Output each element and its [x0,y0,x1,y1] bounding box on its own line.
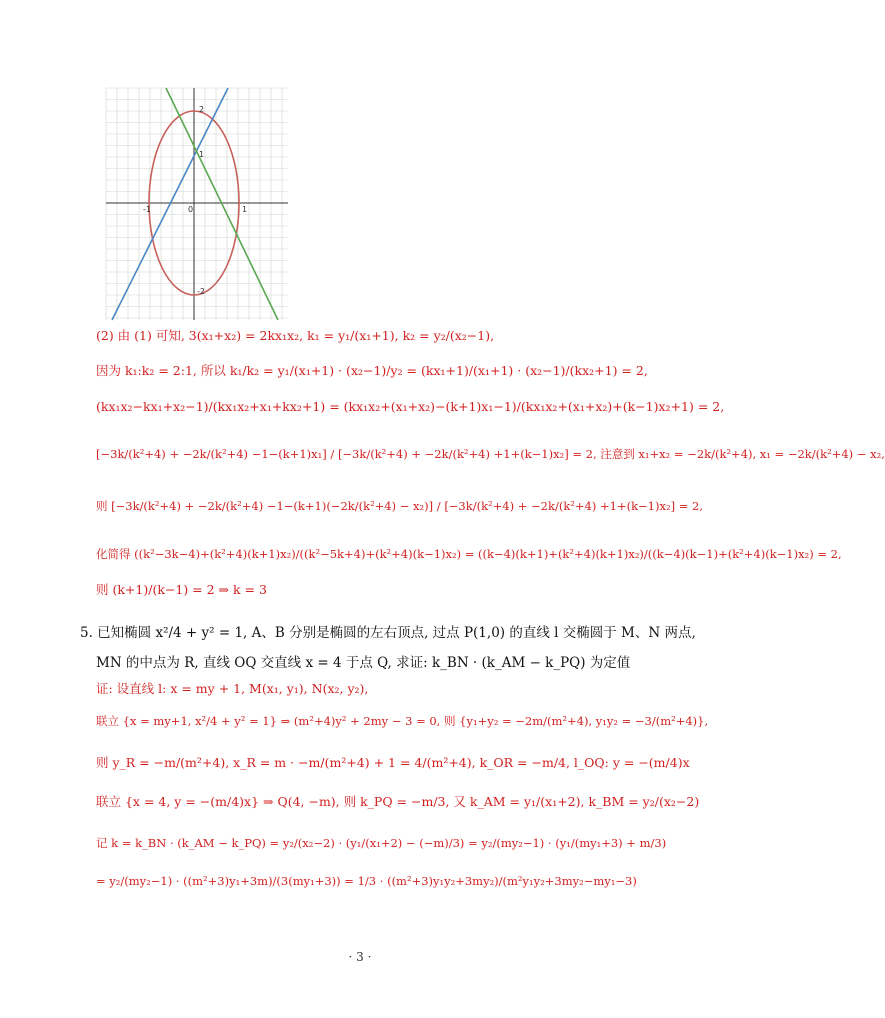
page-number: · 3 · [348,950,372,964]
problem5-statement-line-1: 5. 已知椭圆 x²/4 + y² = 1, A、B 分别是椭圆的左右顶点, 过点 P(1,0) 的直线 l 交椭圆于 M、N 两点, [80,625,696,641]
proof-line-6: = y₂/(my₂−1) · ((m²+3)y₁+3m)/(3(my₁+3)) = 1/3 · ((m²+3)y₁y₂+3my₂)/(m²y₁y₂+3my₂−my₁−3) [96,874,637,888]
sol2-line-4: [−3k/(k²+4) + −2k/(k²+4) −1−(k+1)x₁] / [−3k/(k²+4) + −2k/(k²+4) +1+(k−1)x₂] = 2, 注意到 x₁+x₂ = −2k/(k²+4), x₁ = −2k/(k²+4) − x₂, [96,447,885,461]
sol2-line-6: 化简得 ((k²−3k−4)+(k²+4)(k+1)x₂)/((k²−5k+4)+(k²+4)(k−1)x₂) = ((k−4)(k+1)+(k²+4)(k+1)x₂)/((k−4)(k−1)+(k²+4)(k−1)x₂) = 2, [96,547,842,561]
proof-line-4: 联立 {x = 4, y = −(m/4)x} ⇒ Q(4, −m), 则 k_PQ = −m/3, 又 k_AM = y₁/(x₁+2), k_BM = y₂/(x₂−2) [96,794,700,809]
sol2-line-2: 因为 k₁:k₂ = 2:1, 所以 k₁/k₂ = y₁/(x₁+1) · (x₂−1)/y₂ = (kx₁+1)/(x₁+1) · (x₂−1)/(kx₂+1) = 2, [96,363,648,378]
sol2-line-7: 则 (k+1)/(k−1) = 2 ⇒ k = 3 [96,582,267,597]
tick-label-neg2: -2 [197,287,205,296]
sol2-line-5: 则 [−3k/(k²+4) + −2k/(k²+4) −1−(k+1)(−2k/(k²+4) − x₂)] / [−3k/(k²+4) + −2k/(k²+4) +1+(k−1)x₂] = 2, [96,499,703,513]
proof-line-5: 记 k = k_BN · (k_AM − k_PQ) = y₂/(x₂−2) · (y₁/(x₁+2) − (−m)/3) = y₂/(my₂−1) · (y₁/(my₁+3) + m/3) [96,836,667,850]
tick-label-0: 0 [188,205,194,214]
problem5-statement-line-2: MN 的中点为 R, 直线 OQ 交直线 x = 4 于点 Q, 求证: k_BN · (k_AM − k_PQ) 为定值 [96,655,631,671]
proof-line-1: 证: 设直线 l: x = my + 1, M(x₁, y₁), N(x₂, y₂), [96,681,369,696]
tick-label-2: 2 [199,105,205,114]
proof-line-2: 联立 {x = my+1, x²/4 + y² = 1} ⇒ (m²+4)y² + 2my − 3 = 0, 则 {y₁+y₂ = −2m/(m²+4), y₁y₂ = −3/(m²+4)}, [96,714,709,728]
tick-label-1: 1 [199,150,205,159]
tick-label-neg1: -1 [143,205,151,214]
coordinate-figure [106,88,288,320]
tick-label-x1: 1 [242,205,248,214]
proof-line-3: 则 y_R = −m/(m²+4), x_R = m · −m/(m²+4) + 1 = 4/(m²+4), k_OR = −m/4, l_OQ: y = −(m/4)x [96,755,690,770]
sol2-line-1: (2) 由 (1) 可知, 3(x₁+x₂) = 2kx₁x₂, k₁ = y₁/(x₁+1), k₂ = y₂/(x₂−1), [96,328,495,343]
sol2-line-3: (kx₁x₂−kx₁+x₂−1)/(kx₁x₂+x₁+kx₂+1) = (kx₁x₂+(x₁+x₂)−(k+1)x₁−1)/(kx₁x₂+(x₁+x₂)+(k−1)x₂+1) = 2, [96,399,725,414]
